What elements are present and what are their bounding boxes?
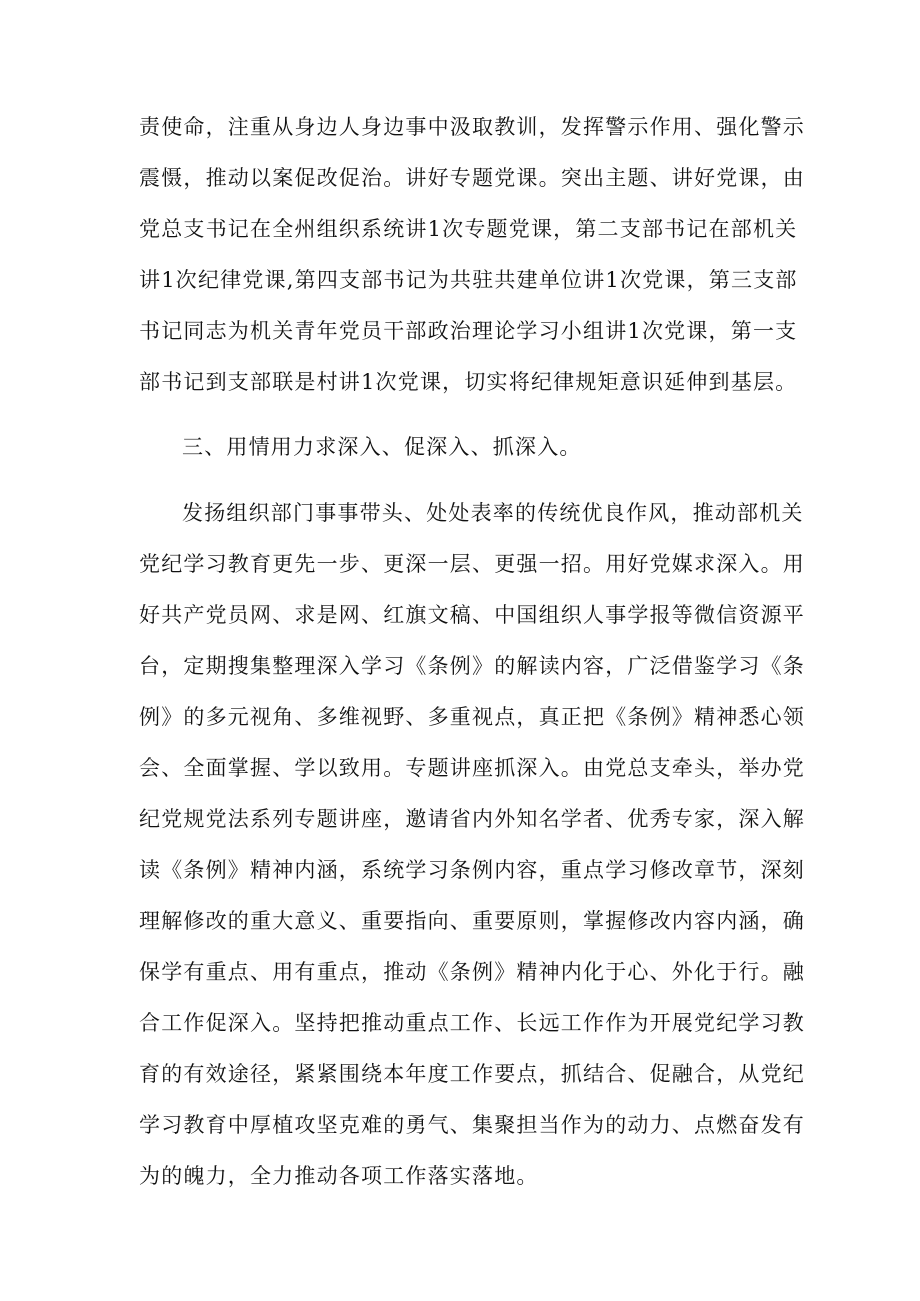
paragraph-2-line-6: 会、全面掌握、学以致用。专题讲座抓深入。由党总支牵头，举办党 <box>139 756 805 780</box>
paragraph-2-line-5: 例》的多元视角、多维视野、多重视点，真正把《条例》精神悉心领 <box>139 705 805 729</box>
paragraph-2-line-13: 学习教育中厚植攻坚克难的勇气、集聚担当作为的动力、点燃奋发有 <box>139 1113 805 1137</box>
paragraph-2-line-8: 读《条例》精神内涵，系统学习条例内容，重点学习修改章节，深刻 <box>139 858 805 882</box>
paragraph-2-line-14: 为的魄力，全力推动各项工作落实落地。 <box>139 1164 539 1188</box>
paragraph-1-line-4: 讲1次纪律党课,第四支部书记为共驻共建单位讲1次党课，第三支部 <box>139 268 798 292</box>
paragraph-2-line-9: 理解修改的重大意义、重要指向、重要原则，掌握修改内容内涵，确 <box>139 909 805 933</box>
paragraph-2-line-7: 纪党规党法系列专题讲座，邀请省内外知名学者、优秀专家，深入解 <box>139 807 805 831</box>
paragraph-1-line-6: 部书记到支部联是村讲1次党课，切实将纪律规矩意识延伸到基层。 <box>139 370 798 394</box>
paragraph-2-line-3: 好共产党员网、求是网、红旗文稿、中国组织人事学报等微信资源平 <box>139 603 805 627</box>
paragraph-1-line-2: 震慑，推动以案促改促治。讲好专题党课。突出主题、讲好党课，由 <box>139 166 805 190</box>
paragraph-2-line-10: 保学有重点、用有重点，推动《条例》精神内化于心、外化于行。融 <box>139 960 805 984</box>
paragraph-1-line-3: 党总支书记在全州组织系统讲1次专题党课，第二支部书记在部机关 <box>139 217 798 241</box>
paragraph-2-line-11: 合工作促深入。坚持把推动重点工作、长远工作作为开展党纪学习教 <box>139 1011 805 1035</box>
paragraph-2-line-4: 台，定期搜集整理深入学习《条例》的解读内容，广泛借鉴学习《条 <box>139 654 805 678</box>
paragraph-1-line-5: 书记同志为机关青年党员干部政治理论学习小组讲1次党课，第一支 <box>139 319 798 343</box>
paragraph-2-line-2: 党纪学习教育更先一步、更深一层、更强一招。用好党媒求深入。用 <box>139 552 805 576</box>
paragraph-2-line-1: 发扬组织部门事事带头、处处表率的传统优良作风，推动部机关 <box>182 501 804 525</box>
paragraph-2-line-12: 育的有效途径，紧紧围绕本年度工作要点，抓结合、促融合，从党纪 <box>139 1062 805 1086</box>
paragraph-1-line-1: 责使命，注重从身边人身边事中汲取教训，发挥警示作用、强化警示 <box>139 115 805 139</box>
section-heading: 三、用情用力求深入、促深入、抓深入。 <box>182 435 582 459</box>
